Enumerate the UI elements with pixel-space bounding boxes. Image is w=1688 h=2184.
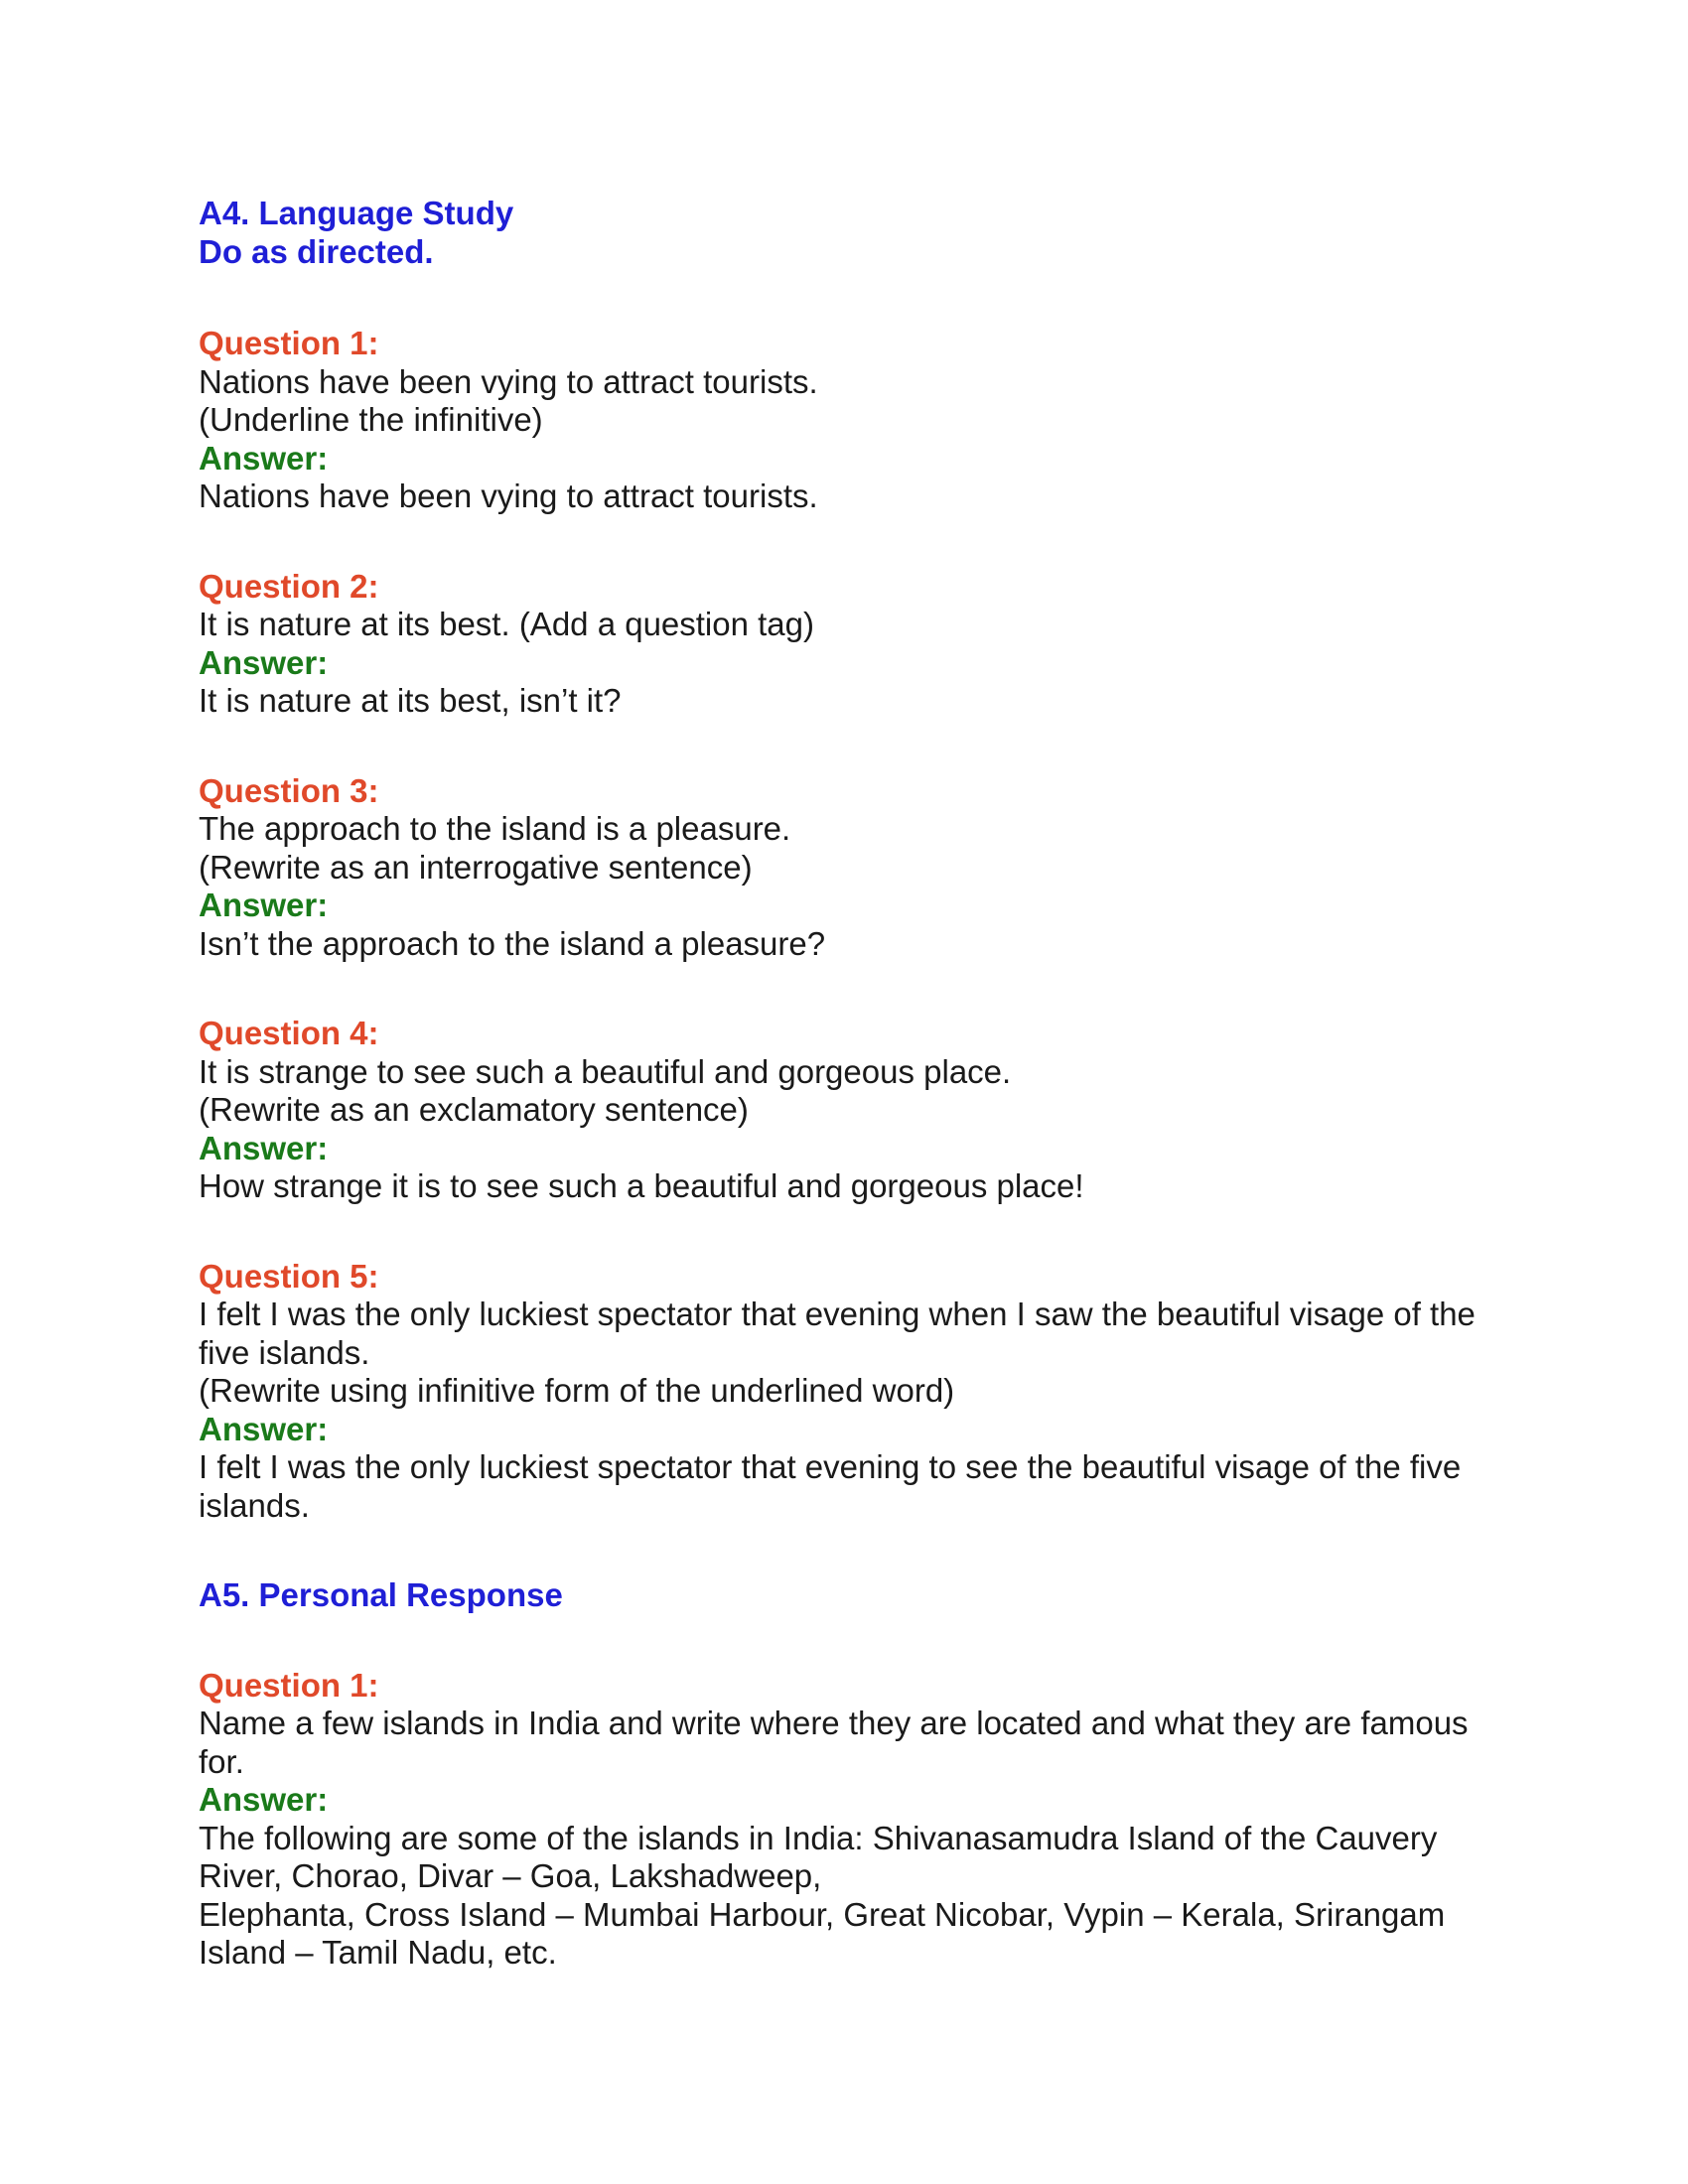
question-text: (Rewrite as an interrogative sentence) [199,848,753,886]
answer-text: Nations have been vying to attract tourists. [199,478,818,514]
answer-label: Answer: [199,887,329,923]
question-label: Question 2: [199,567,379,605]
question-label: Question 3: [199,771,379,809]
question-text: for. [199,1742,244,1780]
question-text: (Underline the infinitive) [199,401,543,438]
a4-question-3 [199,772,1509,964]
a4-question-5 [199,1258,1509,1526]
answer-label: Answer: [199,439,329,477]
question-text: (Rewrite using infinitive form of the underlined word) [199,1372,955,1409]
answer-label: Answer: [199,1781,329,1818]
question-text: It is strange to see such a beautiful and gorgeous place. [199,1052,1012,1090]
answer-text: Isn’t the approach to the island a pleasure? [199,924,826,962]
question-text: The approach to the island is a pleasure. [199,810,791,847]
question-text: five islands. [199,1333,370,1371]
answer-text: The following are some of the islands in India: Shivanasamudra Island of the Cauvery [199,1819,1438,1856]
answer-text: islands. [199,1486,310,1524]
a5-question-1 [199,1667,1509,1973]
question-label: Question 4: [199,1015,379,1051]
question-label: Question 5: [199,1257,379,1295]
question-text: It is nature at its best. (Add a question tag) [199,606,815,642]
answer-label: Answer: [199,1410,329,1447]
section-title-a5: A5. Personal Response [199,1576,563,1613]
answer-text: River, Chorao, Divar – Goa, Lakshadweep, [199,1857,822,1894]
answer-text: It is nature at its best, isn’t it? [199,682,622,719]
question-label: Question 1: [199,1666,379,1704]
question-label: Question 1: [199,325,379,361]
document-page [199,195,1509,1973]
section-subtitle-a4: Do as directed. [199,232,434,270]
answer-label: Answer: [199,1129,329,1166]
answer-text: Island – Tamil Nadu, etc. [199,1934,557,1971]
answer-text: I felt I was the only luckiest spectator that evening to see the beautiful visage of the five [199,1448,1462,1485]
answer-text: How strange it is to see such a beautiful and gorgeous place! [199,1167,1084,1204]
answer-text: Elephanta, Cross Island – Mumbai Harbour, Great Nicobar, Vypin – Kerala, Srirangam [199,1895,1446,1933]
question-text: Nations have been vying to attract tourists. [199,362,818,400]
a4-question-4 [199,1015,1509,1206]
section-title-a4: A4. Language Study [199,195,514,231]
question-text: I felt I was the only luckiest spectator that evening when I saw the beautiful visage of the [199,1296,1476,1332]
answer-label: Answer: [199,643,329,681]
question-text: (Rewrite as an exclamatory sentence) [199,1091,749,1128]
a4-question-2 [199,568,1509,721]
a4-question-1 [199,325,1509,516]
question-text: Name a few islands in India and write where they are located and what they are famous [199,1705,1469,1741]
